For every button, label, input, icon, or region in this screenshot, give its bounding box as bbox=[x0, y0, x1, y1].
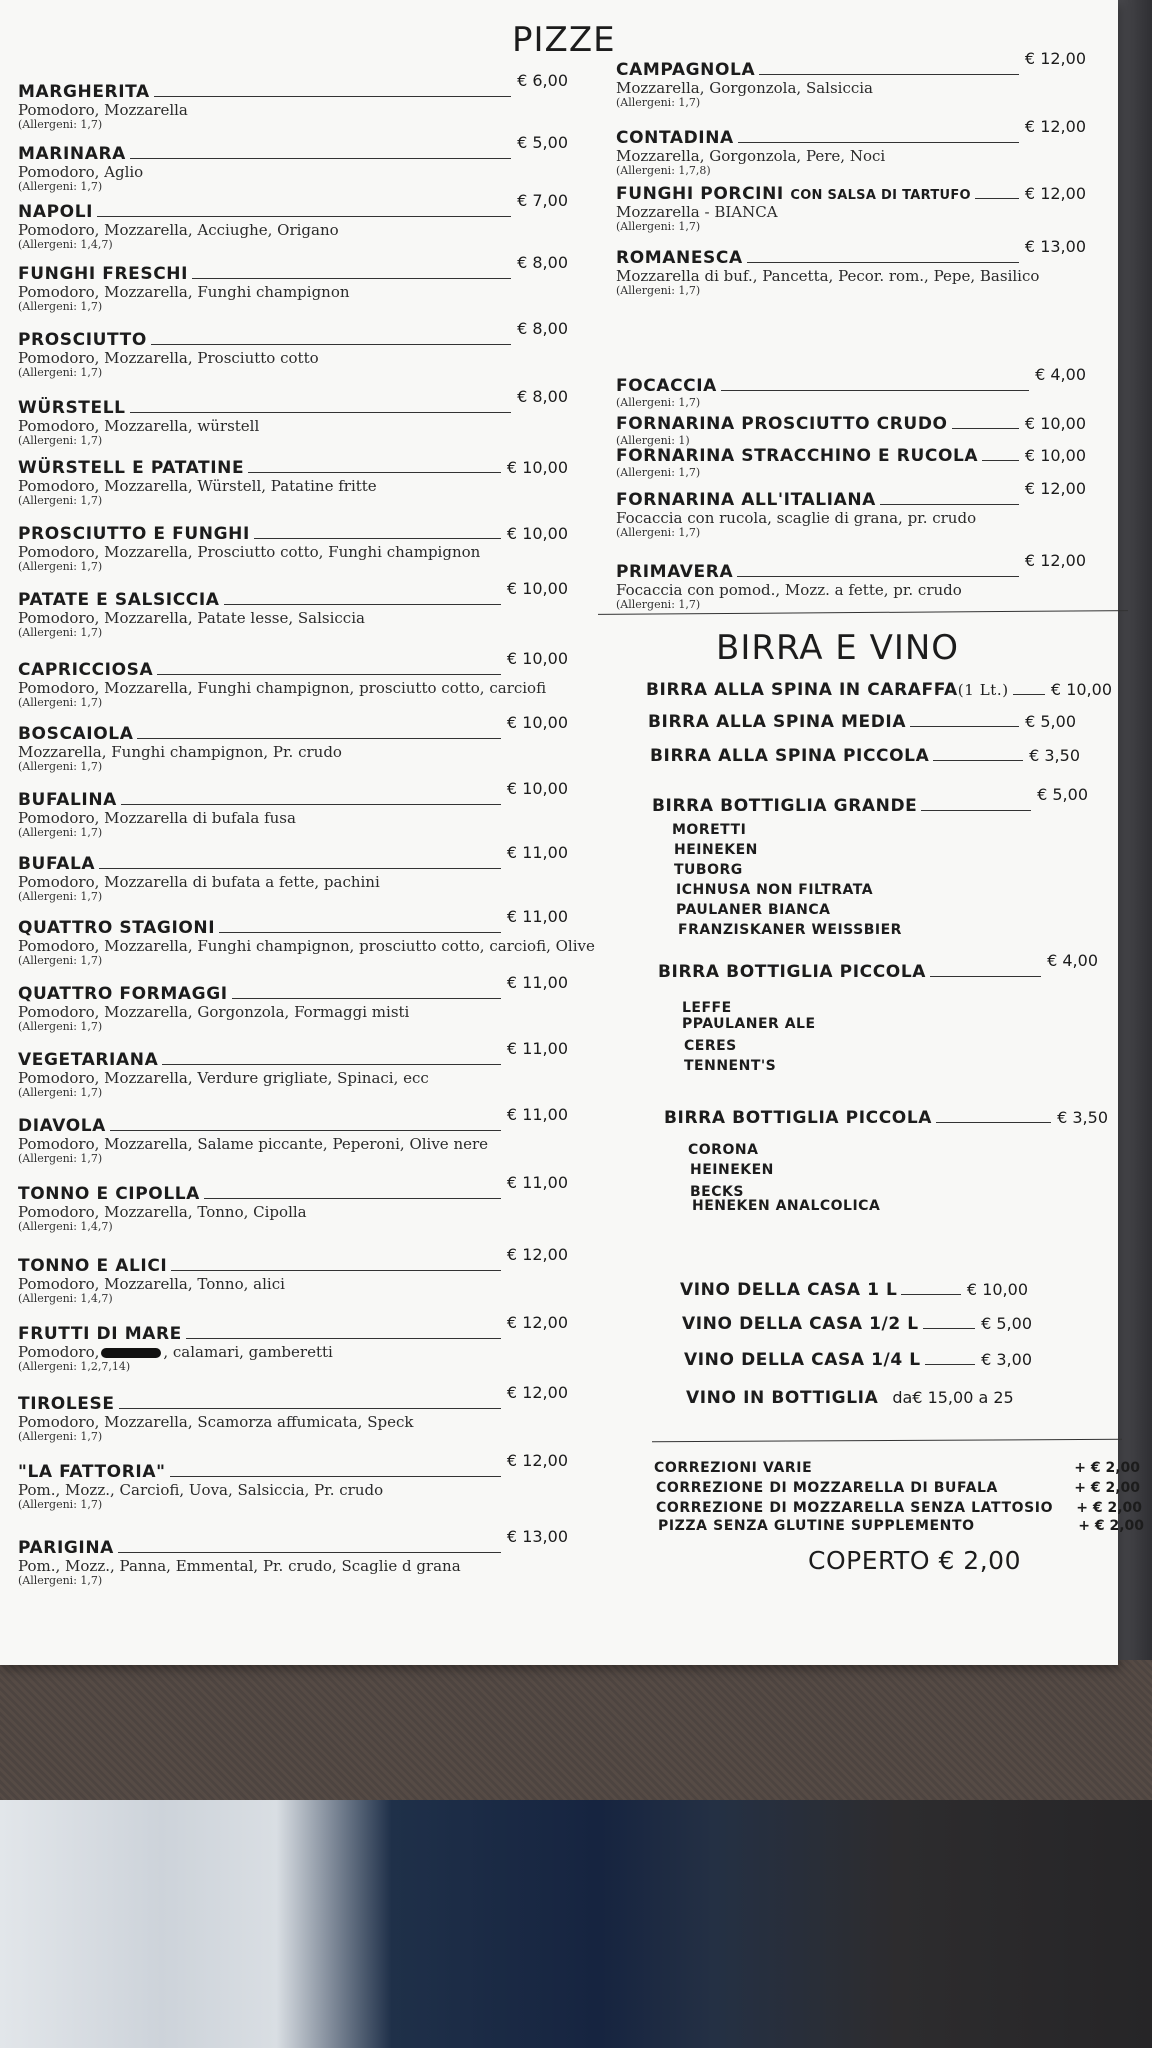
menu-item: TIROLESE € 12,00 Pomodoro, Mozzarella, Scamorza affumicata, Speck (Allergeni: 1,7) bbox=[18, 1383, 568, 1443]
menu-item: BOSCAIOLA € 10,00 Mozzarella, Funghi champignon, Pr. crudo (Allergeni: 1,7) bbox=[18, 713, 568, 773]
menu-item: PROSCIUTTO E FUNGHI € 10,00 Pomodoro, Mozzarella, Prosciutto cotto, Funghi champignon (Allergeni: 1,7) bbox=[18, 524, 568, 573]
menu-item: QUATTRO FORMAGGI € 11,00 Pomodoro, Mozzarella, Gorgonzola, Formaggi misti (Allergeni: 1,7) bbox=[18, 973, 568, 1033]
brand-item: CERES bbox=[684, 1038, 737, 1054]
menu-item: CONTADINA € 12,00 Mozzarella, Gorgonzola, Pere, Noci (Allergeni: 1,7,8) bbox=[616, 117, 1086, 177]
brand-item: HEINEKEN bbox=[674, 842, 758, 858]
beer-bottle-small-2: BIRRA BOTTIGLIA PICCOLA € 3,50 bbox=[664, 1108, 1108, 1128]
brand-item: ICHNUSA NON FILTRATA bbox=[676, 882, 874, 898]
brand-item: HENEKEN ANALCOLICA bbox=[692, 1198, 881, 1214]
menu-item: TONNO E CIPOLLA € 11,00 Pomodoro, Mozzarella, Tonno, Cipolla (Allergeni: 1,4,7) bbox=[18, 1173, 568, 1233]
section-divider bbox=[652, 1439, 1122, 1442]
correction-row: CORREZIONE DI MOZZARELLA DI BUFALA + € 2,00 bbox=[656, 1480, 1140, 1496]
menu-item: DIAVOLA € 11,00 Pomodoro, Mozzarella, Salame piccante, Peperoni, Olive nere (Allergeni: 1,7) bbox=[18, 1105, 568, 1165]
brand-item: TUBORG bbox=[674, 862, 743, 878]
menu-item: MARGHERITA € 6,00 Pomodoro, Mozzarella (Allergeni: 1,7) bbox=[18, 71, 568, 131]
menu-item: TONNO E ALICI € 12,00 Pomodoro, Mozzarella, Tonno, alici (Allergeni: 1,4,7) bbox=[18, 1245, 568, 1305]
menu-item: BUFALA € 11,00 Pomodoro, Mozzarella di bufata a fette, pachini (Allergeni: 1,7) bbox=[18, 843, 568, 903]
brand-item: BECKS bbox=[690, 1184, 744, 1200]
paper-edge-shadow bbox=[1118, 0, 1152, 1660]
brand-item: PAULANER BIANCA bbox=[676, 902, 831, 918]
menu-item: PATATE E SALSICCIA € 10,00 Pomodoro, Mozzarella, Patate lesse, Salsiccia (Allergeni: 1,7) bbox=[18, 579, 568, 639]
menu-item: PARIGINA € 13,00 Pom., Mozz., Panna, Emmental, Pr. crudo, Scaglie d grana (Allergeni: 1,7) bbox=[18, 1527, 568, 1587]
brand-item: HEINEKEN bbox=[690, 1162, 774, 1178]
brand-item: TENNENT'S bbox=[684, 1058, 777, 1074]
menu-item: FORNARINA STRACCHINO E RUCOLA € 10,00 (Allergeni: 1,7) bbox=[616, 446, 1086, 479]
beer-draft-carafe: BIRRA ALLA SPINA IN CARAFFA(1 Lt.) € 10,00 bbox=[646, 680, 1112, 700]
wine-house-half: VINO DELLA CASA 1/2 L € 5,00 bbox=[682, 1314, 1032, 1334]
brand-item: LEFFE bbox=[682, 1000, 732, 1016]
wine-house-quarter: VINO DELLA CASA 1/4 L € 3,00 bbox=[684, 1350, 1032, 1370]
menu-item: FRUTTI DI MARE € 12,00 Pomodoro, , calamari, gamberetti (Allergeni: 1,2,7,14) bbox=[18, 1313, 568, 1373]
brand-item: PPAULANER ALE bbox=[682, 1016, 816, 1032]
menu-item: MARINARA € 5,00 Pomodoro, Aglio (Allergeni: 1,7) bbox=[18, 133, 568, 193]
menu-item: CAMPAGNOLA € 12,00 Mozzarella, Gorgonzola, Salsiccia (Allergeni: 1,7) bbox=[616, 49, 1086, 109]
menu-item: NAPOLI € 7,00 Pomodoro, Mozzarella, Acciughe, Origano (Allergeni: 1,4,7) bbox=[18, 191, 568, 251]
menu-item: VEGETARIANA € 11,00 Pomodoro, Mozzarella, Verdure grigliate, Spinaci, ecc (Allergeni: 1,7) bbox=[18, 1039, 568, 1099]
menu-item: WÜRSTELL € 8,00 Pomodoro, Mozzarella, würstell (Allergeni: 1,7) bbox=[18, 387, 568, 447]
brand-item: FRANZISKANER WEISSBIER bbox=[678, 922, 902, 938]
menu-item: PRIMAVERA € 12,00 Focaccia con pomod., Mozz. a fette, pr. crudo (Allergeni: 1,7) bbox=[616, 551, 1086, 611]
menu-item: BUFALINA € 10,00 Pomodoro, Mozzarella di bufala fusa (Allergeni: 1,7) bbox=[18, 779, 568, 839]
drinks-title: BIRRA E VINO bbox=[716, 628, 960, 668]
menu-item: FUNGHI FRESCHI € 8,00 Pomodoro, Mozzarella, Funghi champignon (Allergeni: 1,7) bbox=[18, 253, 568, 313]
menu-item: PROSCIUTTO € 8,00 Pomodoro, Mozzarella, Prosciutto cotto (Allergeni: 1,7) bbox=[18, 319, 568, 379]
wine-house-1l: VINO DELLA CASA 1 L € 10,00 bbox=[680, 1280, 1028, 1300]
beer-draft-small: BIRRA ALLA SPINA PICCOLA € 3,50 bbox=[650, 746, 1080, 766]
correction-row: PIZZA SENZA GLUTINE SUPPLEMENTO + € 2,00 bbox=[658, 1518, 1144, 1534]
beer-bottle-large: BIRRA BOTTIGLIA GRANDE € 5,00 bbox=[652, 785, 1088, 816]
fabric-background bbox=[0, 1800, 1152, 2048]
menu-item: QUATTRO STAGIONI € 11,00 Pomodoro, Mozzarella, Funghi champignon, prosciutto cotto, carciofi, Olive (Allergeni: 1,7) bbox=[18, 907, 595, 967]
brand-item: CORONA bbox=[688, 1142, 759, 1158]
menu-item: ROMANESCA € 13,00 Mozzarella di buf., Pancetta, Pecor. rom., Pepe, Basilico (Allergeni: 1,7) bbox=[616, 237, 1086, 297]
redaction-mark bbox=[101, 1348, 161, 1358]
beer-bottle-small-1: BIRRA BOTTIGLIA PICCOLA € 4,00 bbox=[658, 951, 1098, 982]
brand-item: MORETTI bbox=[672, 822, 747, 838]
menu-item: WÜRSTELL E PATATINE € 10,00 Pomodoro, Mozzarella, Würstell, Patatine fritte (Allergeni: 1,7) bbox=[18, 458, 568, 507]
menu-item: CAPRICCIOSA € 10,00 Pomodoro, Mozzarella, Funghi champignon, prosciutto cotto, carciofi (Allergeni: 1,7) bbox=[18, 649, 568, 709]
coperto-label: COPERTO € 2,00 bbox=[808, 1546, 1021, 1575]
correction-row: CORREZIONI VARIE + € 2,00 bbox=[654, 1460, 1140, 1476]
menu-item: FORNARINA ALL'ITALIANA € 12,00 Focaccia con rucola, scaglie di grana, pr. crudo (Allergeni: 1,7) bbox=[616, 479, 1086, 539]
menu-item: FUNGHI PORCINI CON SALSA DI TARTUFO € 12,00 Mozzarella - BIANCA (Allergeni: 1,7) bbox=[616, 184, 1086, 233]
menu-item: "LA FATTORIA" € 12,00 Pom., Mozz., Carciofi, Uova, Salsiccia, Pr. crudo (Allergeni: 1,7) bbox=[18, 1451, 568, 1511]
menu-item: FORNARINA PROSCIUTTO CRUDO € 10,00 (Allergeni: 1) bbox=[616, 414, 1086, 447]
correction-row: CORREZIONE DI MOZZARELLA SENZA LATTOSIO + € 2,00 bbox=[656, 1500, 1142, 1516]
menu-item: FOCACCIA € 4,00 (Allergeni: 1,7) bbox=[616, 365, 1086, 409]
wine-bottle: VINO IN BOTTIGLIA da€ 15,00 a 25 bbox=[686, 1388, 1014, 1408]
beer-draft-medium: BIRRA ALLA SPINA MEDIA € 5,00 bbox=[648, 712, 1076, 732]
pizze-title: PIZZE bbox=[512, 20, 616, 60]
